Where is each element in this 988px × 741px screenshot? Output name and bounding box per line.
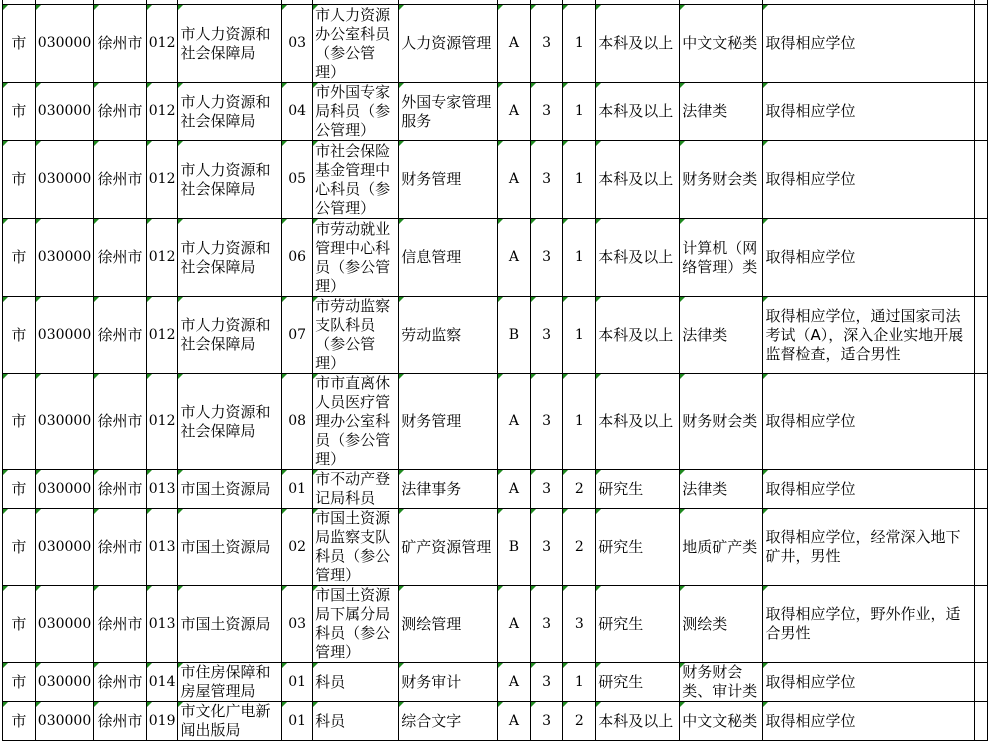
level-cell: 市 xyxy=(3,374,36,470)
job-cell: 财务管理 xyxy=(399,374,498,470)
code-cell: 030000 xyxy=(35,509,93,586)
other-cell: 取得相应学位 xyxy=(763,470,975,509)
exam-cell: B xyxy=(498,297,531,374)
exam-cell: A xyxy=(498,663,531,702)
pos-code-cell: 07 xyxy=(282,297,313,374)
major-cell: 财务财会类 xyxy=(680,141,763,219)
dept-code-cell: 012 xyxy=(146,219,178,297)
level-cell: 市 xyxy=(3,702,36,741)
dept-cell: 市人力资源和社会保障局 xyxy=(178,374,282,470)
edu-cell: 研究生 xyxy=(596,586,680,663)
other-cell: 取得相应学位 xyxy=(763,83,975,141)
ratio-cell: 3 xyxy=(530,297,563,374)
job-cell: 法律事务 xyxy=(399,470,498,509)
city-cell: 徐州市 xyxy=(94,470,147,509)
blank-cell xyxy=(975,297,988,374)
ratio-cell: 3 xyxy=(530,586,563,663)
position-cell: 市劳动就业管理中心科员（参公管理） xyxy=(313,219,399,297)
blank-cell xyxy=(975,470,988,509)
pos-code-cell: 06 xyxy=(282,219,313,297)
edu-cell: 本科及以上 xyxy=(596,5,680,83)
position-cell: 市社会保险基金管理中心科员（参公管理） xyxy=(313,141,399,219)
blank-cell xyxy=(975,663,988,702)
other-cell: 取得相应学位 xyxy=(763,374,975,470)
pos-code-cell: 01 xyxy=(282,663,313,702)
city-cell: 徐州市 xyxy=(94,219,147,297)
edu-cell: 本科及以上 xyxy=(596,219,680,297)
level-cell: 市 xyxy=(3,297,36,374)
code-cell: 030000 xyxy=(35,297,93,374)
level-cell: 市 xyxy=(3,5,36,83)
position-cell: 市外国专家局科员（参公管理） xyxy=(313,83,399,141)
major-cell: 财务财会类、审计类 xyxy=(680,663,763,702)
level-cell: 市 xyxy=(3,141,36,219)
exam-cell: A xyxy=(498,141,531,219)
level-cell: 市 xyxy=(3,470,36,509)
position-cell: 市国土资源局下属分局科员（参公管理） xyxy=(313,586,399,663)
job-cell: 外国专家管理服务 xyxy=(399,83,498,141)
pos-code-cell: 04 xyxy=(282,83,313,141)
exam-cell: A xyxy=(498,5,531,83)
pos-code-cell: 03 xyxy=(282,5,313,83)
ratio-cell: 3 xyxy=(530,141,563,219)
level-cell: 市 xyxy=(3,219,36,297)
dept-cell: 市人力资源和社会保障局 xyxy=(178,141,282,219)
table-row xyxy=(3,374,988,470)
exam-cell: B xyxy=(498,509,531,586)
dept-code-cell: 013 xyxy=(146,509,178,586)
other-cell: 取得相应学位，通过国家司法考试（A），深入企业实地开展监督检查，适合男性 xyxy=(763,297,975,374)
major-cell: 法律类 xyxy=(680,297,763,374)
code-cell: 030000 xyxy=(35,586,93,663)
city-cell: 徐州市 xyxy=(94,141,147,219)
exam-cell: A xyxy=(498,470,531,509)
table-row xyxy=(3,141,988,219)
level-cell: 市 xyxy=(3,586,36,663)
quota-cell: 3 xyxy=(563,586,596,663)
dept-code-cell: 012 xyxy=(146,297,178,374)
city-cell: 徐州市 xyxy=(94,702,147,741)
pos-code-cell: 01 xyxy=(282,702,313,741)
ratio-cell: 3 xyxy=(530,83,563,141)
table-row xyxy=(3,83,988,141)
code-cell: 030000 xyxy=(35,219,93,297)
code-cell: 030000 xyxy=(35,83,93,141)
job-cell: 综合文字 xyxy=(399,702,498,741)
level-cell: 市 xyxy=(3,83,36,141)
exam-cell: A xyxy=(498,83,531,141)
edu-cell: 本科及以上 xyxy=(596,297,680,374)
pos-code-cell: 01 xyxy=(282,470,313,509)
exam-cell: A xyxy=(498,374,531,470)
pos-code-cell: 03 xyxy=(282,586,313,663)
code-cell: 030000 xyxy=(35,374,93,470)
table-row xyxy=(3,5,988,83)
dept-code-cell: 019 xyxy=(146,702,178,741)
quota-cell: 1 xyxy=(563,5,596,83)
other-cell: 取得相应学位，经常深入地下矿井，男性 xyxy=(763,509,975,586)
quota-cell: 2 xyxy=(563,509,596,586)
position-cell: 科员 xyxy=(313,702,399,741)
quota-cell: 1 xyxy=(563,83,596,141)
dept-cell: 市国土资源局 xyxy=(178,509,282,586)
ratio-cell: 3 xyxy=(530,509,563,586)
city-cell: 徐州市 xyxy=(94,297,147,374)
table-row xyxy=(3,509,988,586)
table-row xyxy=(3,663,988,702)
other-cell: 取得相应学位 xyxy=(763,663,975,702)
major-cell: 中文文秘类 xyxy=(680,5,763,83)
dept-cell: 市住房保障和房屋管理局 xyxy=(178,663,282,702)
dept-code-cell: 013 xyxy=(146,586,178,663)
exam-cell: A xyxy=(498,586,531,663)
dept-cell: 市人力资源和社会保障局 xyxy=(178,297,282,374)
position-cell: 市市直离休人员医疗管理办公室科员（参公管理） xyxy=(313,374,399,470)
edu-cell: 本科及以上 xyxy=(596,83,680,141)
blank-cell xyxy=(975,509,988,586)
job-cell: 劳动监察 xyxy=(399,297,498,374)
position-cell: 市国土资源局监察支队科员（参公管理） xyxy=(313,509,399,586)
exam-cell: A xyxy=(498,702,531,741)
dept-code-cell: 013 xyxy=(146,470,178,509)
code-cell: 030000 xyxy=(35,141,93,219)
job-cell: 人力资源管理 xyxy=(399,5,498,83)
blank-cell xyxy=(975,374,988,470)
major-cell: 测绘类 xyxy=(680,586,763,663)
job-cell: 信息管理 xyxy=(399,219,498,297)
other-cell: 取得相应学位 xyxy=(763,702,975,741)
position-cell: 市不动产登记局科员 xyxy=(313,470,399,509)
dept-cell: 市人力资源和社会保障局 xyxy=(178,83,282,141)
edu-cell: 研究生 xyxy=(596,663,680,702)
table-body xyxy=(3,0,988,741)
quota-cell: 2 xyxy=(563,702,596,741)
level-cell: 市 xyxy=(3,509,36,586)
other-cell: 取得相应学位 xyxy=(763,5,975,83)
dept-code-cell: 012 xyxy=(146,83,178,141)
city-cell: 徐州市 xyxy=(94,509,147,586)
dept-code-cell: 012 xyxy=(146,5,178,83)
code-cell: 030000 xyxy=(35,5,93,83)
major-cell: 地质矿产类 xyxy=(680,509,763,586)
dept-code-cell: 012 xyxy=(146,374,178,470)
ratio-cell: 3 xyxy=(530,5,563,83)
city-cell: 徐州市 xyxy=(94,374,147,470)
city-cell: 徐州市 xyxy=(94,663,147,702)
edu-cell: 研究生 xyxy=(596,470,680,509)
blank-cell xyxy=(975,219,988,297)
edu-cell: 本科及以上 xyxy=(596,141,680,219)
level-cell: 市 xyxy=(3,663,36,702)
major-cell: 计算机（网络管理）类 xyxy=(680,219,763,297)
dept-cell: 市文化广电新闻出版局 xyxy=(178,702,282,741)
blank-cell xyxy=(975,702,988,741)
table-row xyxy=(3,297,988,374)
blank-cell xyxy=(975,83,988,141)
ratio-cell: 3 xyxy=(530,470,563,509)
code-cell: 030000 xyxy=(35,702,93,741)
city-cell: 徐州市 xyxy=(94,83,147,141)
city-cell: 徐州市 xyxy=(94,586,147,663)
position-cell: 市劳动监察支队科员（参公管理） xyxy=(313,297,399,374)
edu-cell: 本科及以上 xyxy=(596,374,680,470)
other-cell: 取得相应学位，野外作业，适合男性 xyxy=(763,586,975,663)
other-cell: 取得相应学位 xyxy=(763,219,975,297)
quota-cell: 1 xyxy=(563,219,596,297)
quota-cell: 1 xyxy=(563,374,596,470)
code-cell: 030000 xyxy=(35,470,93,509)
table-row xyxy=(3,219,988,297)
job-cell: 测绘管理 xyxy=(399,586,498,663)
dept-cell: 市国土资源局 xyxy=(178,586,282,663)
table-row xyxy=(3,470,988,509)
quota-cell: 1 xyxy=(563,141,596,219)
pos-code-cell: 02 xyxy=(282,509,313,586)
pos-code-cell: 08 xyxy=(282,374,313,470)
city-cell: 徐州市 xyxy=(94,5,147,83)
major-cell: 法律类 xyxy=(680,470,763,509)
table-row xyxy=(3,586,988,663)
job-table xyxy=(2,0,988,741)
blank-cell xyxy=(975,5,988,83)
job-cell: 财务审计 xyxy=(399,663,498,702)
edu-cell: 研究生 xyxy=(596,509,680,586)
job-cell: 矿产资源管理 xyxy=(399,509,498,586)
quota-cell: 1 xyxy=(563,663,596,702)
dept-cell: 市人力资源和社会保障局 xyxy=(178,219,282,297)
major-cell: 财务财会类 xyxy=(680,374,763,470)
ratio-cell: 3 xyxy=(530,663,563,702)
blank-cell xyxy=(975,586,988,663)
dept-cell: 市国土资源局 xyxy=(178,470,282,509)
edu-cell: 本科及以上 xyxy=(596,702,680,741)
ratio-cell: 3 xyxy=(530,702,563,741)
major-cell: 中文文秘类 xyxy=(680,702,763,741)
ratio-cell: 3 xyxy=(530,374,563,470)
position-cell: 科员 xyxy=(313,663,399,702)
ratio-cell: 3 xyxy=(530,219,563,297)
table-row xyxy=(3,702,988,741)
blank-cell xyxy=(975,141,988,219)
job-cell: 财务管理 xyxy=(399,141,498,219)
dept-cell: 市人力资源和社会保障局 xyxy=(178,5,282,83)
major-cell: 法律类 xyxy=(680,83,763,141)
dept-code-cell: 012 xyxy=(146,141,178,219)
quota-cell: 2 xyxy=(563,470,596,509)
code-cell: 030000 xyxy=(35,663,93,702)
pos-code-cell: 05 xyxy=(282,141,313,219)
quota-cell: 1 xyxy=(563,297,596,374)
dept-code-cell: 014 xyxy=(146,663,178,702)
other-cell: 取得相应学位 xyxy=(763,141,975,219)
position-cell: 市人力资源办公室科员（参公管理） xyxy=(313,5,399,83)
exam-cell: A xyxy=(498,219,531,297)
